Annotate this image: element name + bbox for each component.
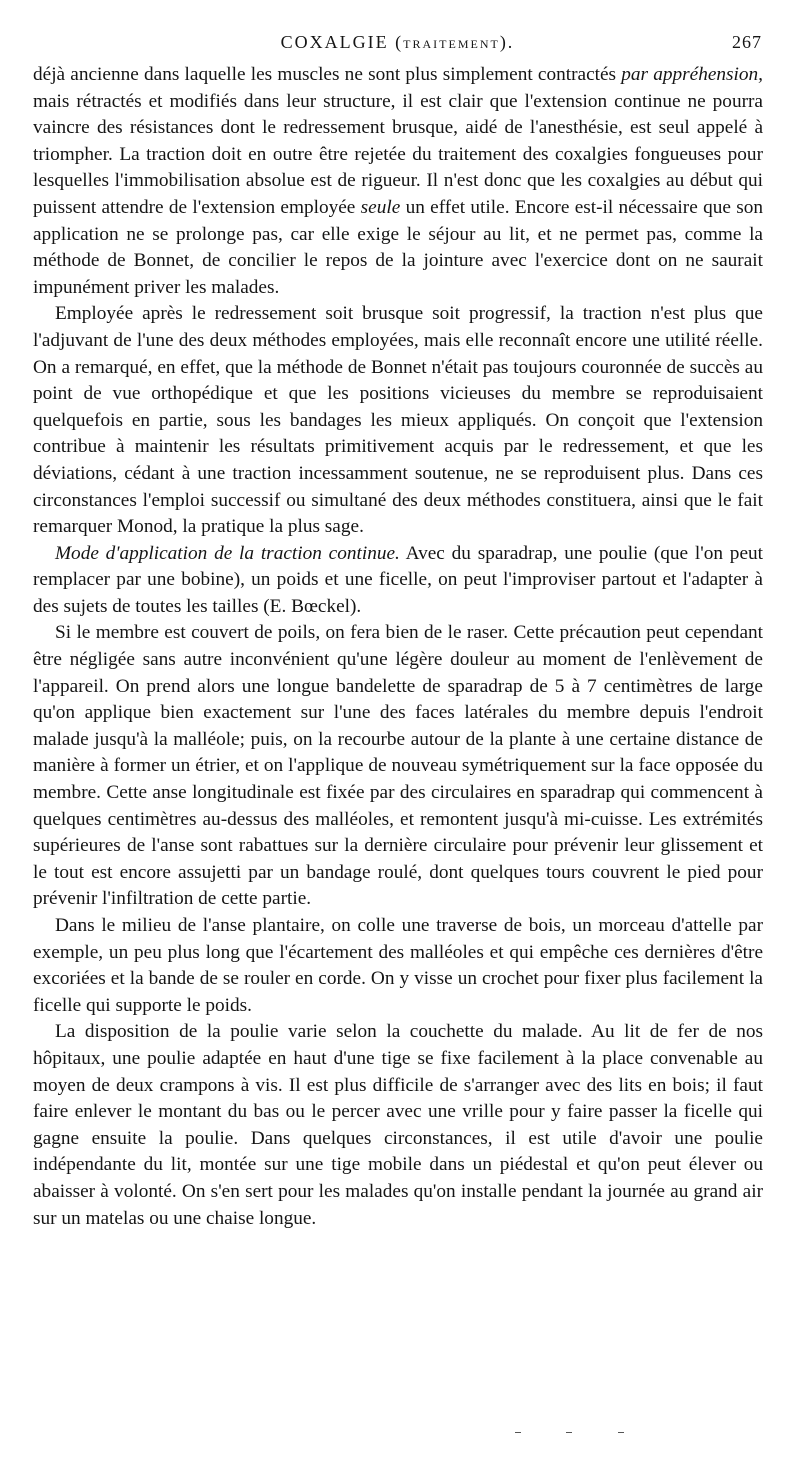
footer-marks <box>0 1432 800 1442</box>
section-heading-italic: Mode d'application de la traction continue. <box>55 542 400 564</box>
italic-phrase: par appréhension, <box>621 64 763 85</box>
paragraph-3 <box>33 541 763 621</box>
paragraph-6 <box>33 1019 763 1232</box>
text-run: Si le membre est couvert de poils, on fera bien de le raser. Cette précaution peut cependant être négligée sans autre inconvénient qu'une légère douleur au moment de l'enlèvement de l'appareil. On prend alors une longue bandelette de sparadrap de 5 à 7 centimètres de large qu'on applique bien exactement sur l'une des faces latérales du membre depuis l'endroit malade jusqu'à la malléole; puis, on la recourbe autour de la plante à une certaine distance de manière à former un étrier, et on l'applique de nouveau symétriquement sur la face opposée du membre. Cette anse longitudinale est fixée par des circulaires en sparadrap qui commencent à quelques centimètres au-dessus des malléoles, et remontent jusqu'à mi-cuisse. Les extrémités supérieures de l'anse sont rabattues sur la dernière circulaire pour prévenir leur glissement et le tout est encore assujetti par un bandage roulé, dont quelques tours couvrent le pied pour prévenir l'infiltration de cette partie. <box>33 622 763 910</box>
text-run: Employée après le redressement soit brusque soit progressif, la traction n'est plus que l'adjuvant de l'une des deux méthodes employées, mais elle reconnaît encore une utilité réelle. On a remarqué, en effet, que la méthode de Bonnet n'était pas toujours couronnée de succès au point de vue orthopédique et que les positions vicieuses du membre se reproduisaient quelquefois en partie, sous les bandages les mieux appliqués. On conçoit que l'extension contribue à maintenir les résultats primitivement acquis par le redressement, et que les déviations, cédant à une traction incessamment soutenue, ne se reproduisent plus. Dans ces circonstances l'emploi successif ou simultané des deux méthodes constituera, ainsi que le fait remarquer Monod, la pratique la plus sage. <box>33 303 763 538</box>
page-number: 267 <box>732 32 762 52</box>
italic-word: seule <box>360 196 401 218</box>
running-title <box>33 32 762 53</box>
footer-dash <box>618 1432 624 1433</box>
running-title-subtitle: TRAITEMENT <box>403 37 500 51</box>
body-text <box>33 62 763 1232</box>
text-run: déjà ancienne dans laquelle les muscles ne sont plus simplement contractés <box>33 64 622 85</box>
footer-dash <box>566 1432 572 1433</box>
text-run: un effet utile. Encore est-il nécessaire que son application ne se prolonge pas, car elle exige le séjour au lit, et ne permet pas, comme la méthode de Bonnet, de concilier le repos de la jointure avec l'exercice dont on ne saurait impunément priver les malades. <box>33 196 763 298</box>
text-run: mais rétractés et modifiés dans leur structure, il est clair que l'extension continue ne pourra vaincre des résistances dont le redressement brusque, aidé de l'anesthésie, est seul appelé à triompher. La traction doit en outre être rejetée du traitement des coxalgies fongueuses pour lesquelles l'immobilisation absolue est de rigueur. Il n'est donc que les coxalgies au début qui puissent attendre de l'extension employée <box>33 90 763 218</box>
paragraph-1 <box>33 62 763 301</box>
running-title-end: ). <box>499 32 515 52</box>
text-run: Dans le milieu de l'anse plantaire, on colle une traverse de bois, un morceau d'attelle par exemple, un peu plus long que l'écartement des malléoles et qui empêche ces dernières d'être excoriées et la bande de se rouler en corde. On y visse un crochet pour fixer plus facilement la ficelle qui supporte le poids. <box>33 915 763 1016</box>
paragraph-4 <box>33 620 763 913</box>
footer-dash <box>515 1432 521 1433</box>
running-header <box>33 32 762 58</box>
text-run: La disposition de la poulie varie selon la couchette du malade. Au lit de fer de nos hôpitaux, une poulie adaptée en haut d'une tige se fixe facilement à la place convenable au moyen de deux crampons à vis. Il est plus difficile de s'arranger avec des lits en bois; il faut faire enlever le montant du bas ou le percer avec une vrille pour y faire passer la ficelle qui gagne ensuite la poulie. Dans quelques circonstances, il est utile d'avoir une poulie indépendante du lit, montée sur une tige mobile dans un piédestal et qu'on peut élever ou abaisser à volonté. On s'en sert pour les malades qu'on installe pendant la journée au grand air sur un matelas ou une chaise longue. <box>33 1021 763 1229</box>
text-run: Avec du sparadrap, une poulie (que l'on peut remplacer par une bobine), un poids et une ficelle, on peut l'improviser partout et l'adapter à des sujets de toutes les tailles (E. Bœckel). <box>33 542 763 617</box>
paragraph-2 <box>33 301 763 540</box>
paragraph-5 <box>33 913 763 1019</box>
running-title-main: COXALGIE ( <box>280 32 404 52</box>
